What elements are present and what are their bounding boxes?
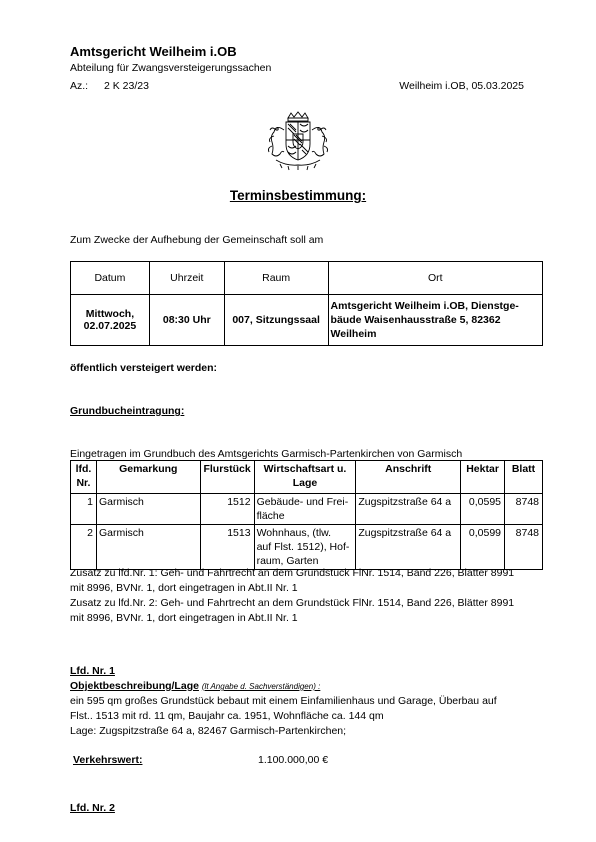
column-header: Ort	[328, 262, 542, 295]
intro-text: Zum Zwecke der Aufhebung der Gemeinschaft soll am	[70, 234, 324, 246]
cell-gemarkung: Garmisch	[96, 525, 200, 570]
department-name: Abteilung für Zwangsversteigerungssachen	[70, 62, 272, 74]
description-line: ein 595 qm großes Grundstück bebaut mit einem Einfamilienhaus und Garage, Überbau auf	[70, 695, 497, 707]
case-number-label: Az.:	[70, 80, 89, 92]
column-header: Flurstück	[200, 461, 254, 494]
auction-statement: öffentlich versteigert werden:	[70, 362, 218, 374]
column-header: Blatt	[505, 461, 543, 494]
column-header	[254, 461, 356, 494]
object-description-label: Objektbeschreibung/Lage	[70, 680, 199, 692]
column-header-line: Nr.	[76, 477, 91, 489]
object-description-note: (lt Angabe d. Sachverständigen) :	[201, 682, 321, 691]
table-row	[71, 525, 543, 570]
termin-location-line: bäude Waisenhausstraße 5, 82362	[330, 314, 501, 326]
cell-gemarkung: Garmisch	[96, 494, 200, 525]
object-description	[70, 694, 540, 739]
termin-location-line: Weilheim	[330, 328, 377, 340]
column-header-line: Wirtschaftsart u.	[263, 463, 347, 475]
cell-line: auf Flst. 1512), Hof-	[256, 541, 350, 553]
cell-wirtschaftsart	[254, 494, 356, 525]
grundbuch-intro: Eingetragen im Grundbuch des Amtsgerichts Garmisch-Partenkirchen von Garmisch	[70, 448, 463, 460]
cell-blatt: 8748	[505, 494, 543, 525]
column-header: Hektar	[461, 461, 505, 494]
zusatz-line: mit 8996, BVNr. 1, dort eingetragen in Abt.II Nr. 1	[70, 612, 298, 624]
cell-lfd: 2	[71, 525, 97, 570]
description-line: Lage: Zugspitzstraße 64 a, 82467 Garmisch-Partenkirchen;	[70, 725, 347, 737]
lfd2-heading: Lfd. Nr. 2	[70, 802, 115, 814]
column-header: Gemarkung	[96, 461, 200, 494]
zusatz-block	[70, 566, 540, 626]
zusatz-line: mit 8996, BVNr. 1, dort eingetragen in Abt.II Nr. 1	[70, 582, 298, 594]
grundbuch-table	[70, 460, 543, 570]
description-line: Flst.. 1513 mit rd. 11 qm, Baujahr ca. 1951, Wohnfläche ca. 144 qm	[70, 710, 384, 722]
termin-date	[71, 295, 150, 346]
column-header-line: Lage	[292, 477, 318, 489]
column-header: Raum	[224, 262, 328, 295]
cell-line: fläche	[256, 510, 285, 522]
object-description-heading	[70, 680, 320, 692]
page-title: Terminsbestimmung:	[229, 188, 367, 203]
cell-flurstueck: 1512	[200, 494, 254, 525]
table-header-row	[71, 461, 543, 494]
market-value-label: Verkehrswert:	[73, 754, 143, 766]
termin-location	[328, 295, 542, 346]
termin-time: 08:30 Uhr	[149, 295, 224, 346]
column-header	[71, 461, 97, 494]
cell-lfd: 1	[71, 494, 97, 525]
market-value: 1.100.000,00 €	[258, 754, 329, 766]
termin-table	[70, 261, 543, 346]
table-row	[71, 494, 543, 525]
court-name: Amtsgericht Weilheim i.OB	[70, 44, 237, 59]
termin-room: 007, Sitzungssaal	[224, 295, 328, 346]
cell-flurstueck: 1513	[200, 525, 254, 570]
column-header-line: lfd.	[75, 463, 92, 475]
cell-anschrift: Zugspitzstraße 64 a	[356, 525, 461, 570]
cell-anschrift: Zugspitzstraße 64 a	[356, 494, 461, 525]
column-header: Datum	[71, 262, 150, 295]
bavarian-coat-of-arms-icon	[262, 110, 334, 172]
cell-hektar: 0,0599	[461, 525, 505, 570]
cell-line: Gebäude- und Frei-	[256, 496, 349, 508]
zusatz-line: Zusatz zu lfd.Nr. 1: Geh- und Fahrtrecht an dem Grundstück FlNr. 1514, Band 226, Blätter 8991	[70, 567, 515, 579]
lfd1-heading: Lfd. Nr. 1	[70, 665, 115, 677]
termin-location-line: Amtsgericht Weilheim i.OB, Dienstge-	[330, 300, 519, 312]
grundbuch-heading: Grundbucheintragung:	[70, 405, 185, 417]
column-header: Uhrzeit	[149, 262, 224, 295]
cell-blatt: 8748	[505, 525, 543, 570]
zusatz-line: Zusatz zu lfd.Nr. 2: Geh- und Fahrtrecht an dem Grundstück FlNr. 1514, Band 226, Blätter 8991	[70, 597, 515, 609]
column-header: Anschrift	[356, 461, 461, 494]
cell-hektar: 0,0595	[461, 494, 505, 525]
place-and-date: Weilheim i.OB, 05.03.2025	[399, 80, 524, 92]
cell-wirtschaftsart	[254, 525, 356, 570]
termin-weekday: Mittwoch,	[85, 308, 135, 320]
table-row	[71, 295, 543, 346]
cell-line: raum, Garten	[256, 555, 319, 567]
termin-date-value: 02.07.2025	[83, 320, 137, 332]
case-number: 2 K 23/23	[104, 80, 149, 92]
cell-line: Wohnhaus, (tlw.	[256, 527, 332, 539]
table-header-row	[71, 262, 543, 295]
